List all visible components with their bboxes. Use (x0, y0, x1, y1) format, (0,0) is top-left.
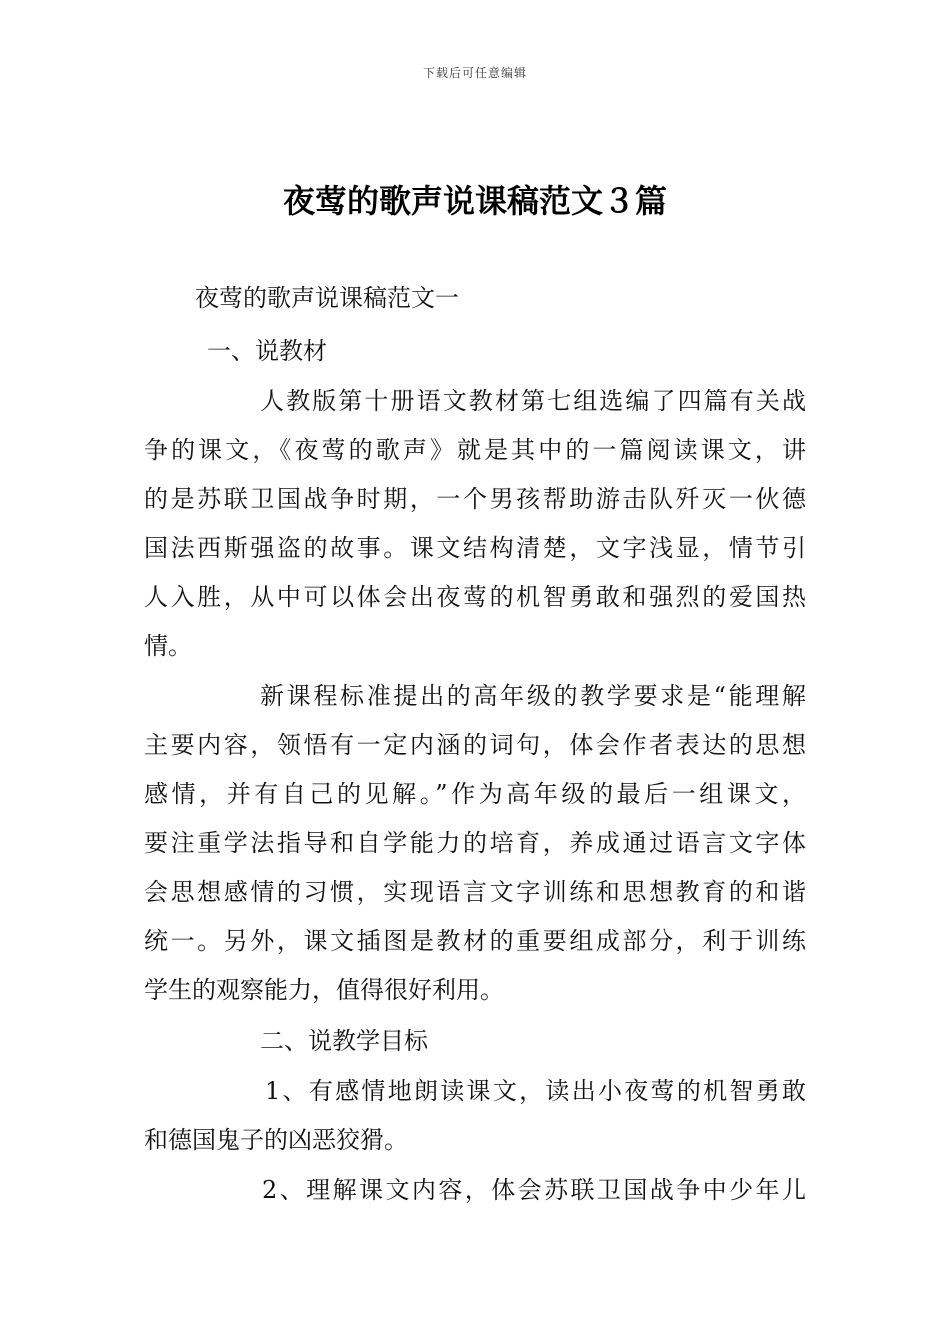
part2-heading: 二、说教学目标 (260, 1027, 428, 1055)
goal2-line-1: 2、理解课文内容，体会苏联卫国战争中少年儿 (262, 1176, 806, 1204)
para1-line-4: 国法西斯强盗的故事。课文结构清楚，文字浅显，情节引 (144, 534, 806, 562)
document-title: 夜莺的歌声说课稿范文３篇 (282, 182, 667, 220)
para2-line-4: 要注重学法指导和自学能力的培育，养成通过语言文字体 (144, 829, 806, 857)
goal1-line-1: 1、有感情地朗读课文，读出小夜莺的机智勇敢 (265, 1077, 806, 1105)
para2-line-5: 会思想感情的习惯，实现语言文字训练和思想教育的和谐 (144, 878, 806, 906)
para1-line-1: 人教版第十册语文教材第七组选编了四篇有关战 (260, 387, 806, 415)
para1-line-3: 的是苏联卫国战争时期，一个男孩帮助游击队歼灭一伙德 (144, 485, 806, 513)
goal1-line-2: 和德国鬼子的凶恶狡猾。 (144, 1126, 408, 1154)
para1-line-5: 人入胜，从中可以体会出夜莺的机智勇敢和强烈的爱国热 (144, 583, 806, 611)
para2-line-7: 学生的观察能力，值得很好利用。 (144, 976, 504, 1004)
part1-heading: 一、说教材 (207, 337, 327, 365)
para2-line-3: 感情，并有自己的见解。”作为高年级的最后一组课文， (144, 780, 806, 808)
para2-line-6: 统一。另外，课文插图是教材的重要组成部分，利于训练 (144, 927, 806, 955)
para2-line-2: 主要内容，领悟有一定内涵的词句，体会作者表达的思想 (144, 731, 806, 759)
section-heading: 夜莺的歌声说课稿范文一 (195, 284, 459, 312)
para2-line-1: 新课程标准提出的高年级的教学要求是“能理解 (260, 682, 806, 710)
para1-line-6: 情。 (144, 632, 192, 660)
header-note: 下载后可任意编辑 (422, 66, 527, 80)
para1-line-2: 争的课文，《夜莺的歌声》就是其中的一篇阅读课文，讲 (144, 436, 806, 464)
